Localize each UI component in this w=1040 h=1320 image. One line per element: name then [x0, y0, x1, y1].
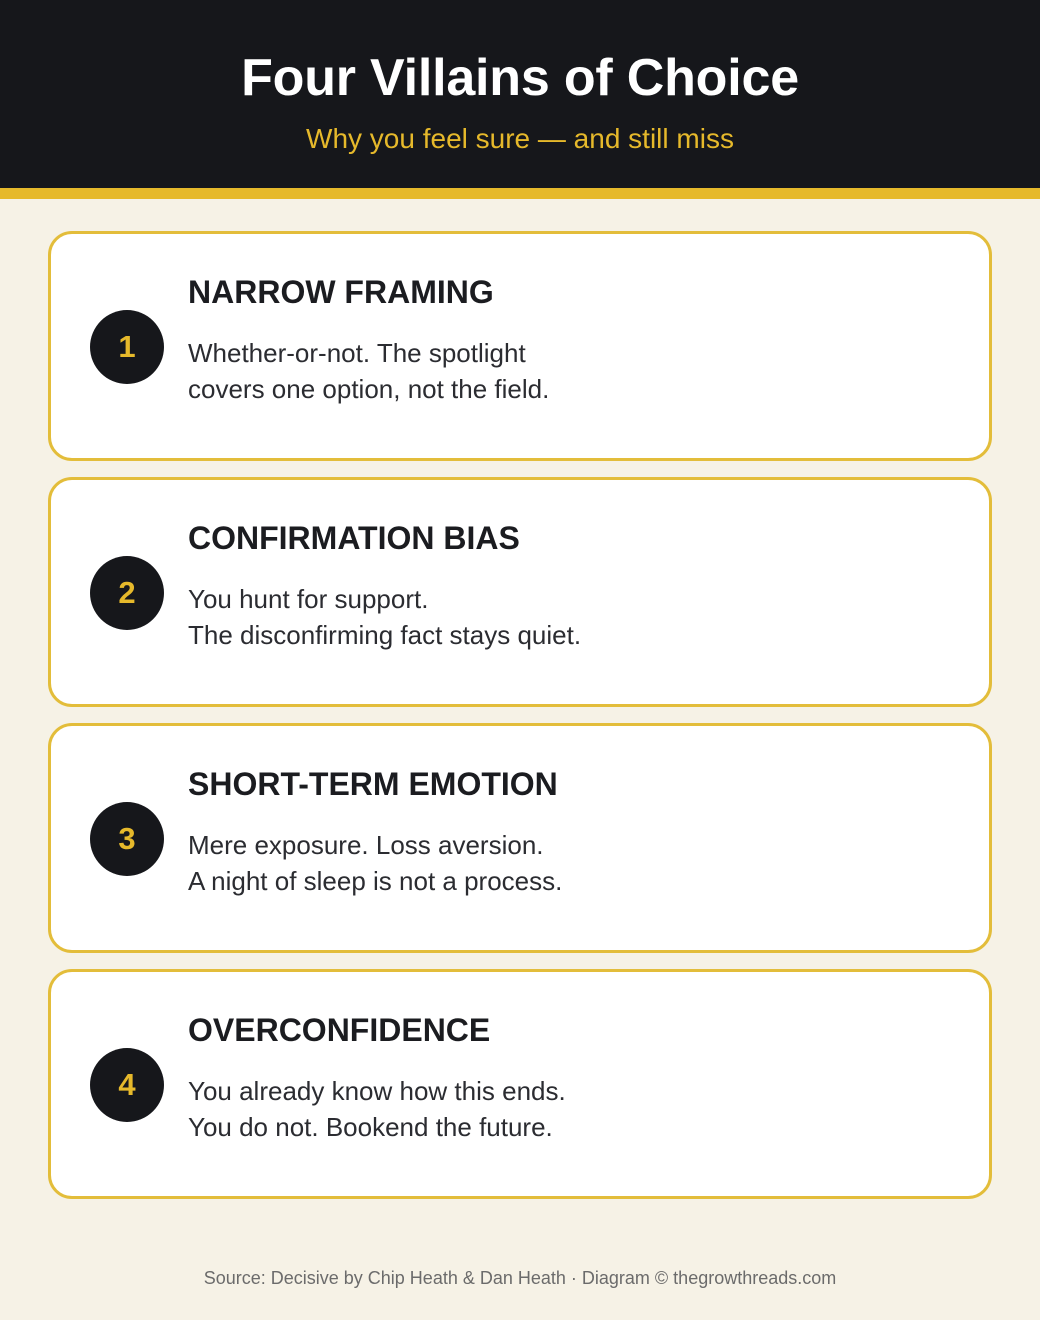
villain-description-line-2: The disconfirming fact stays quiet. — [188, 620, 582, 650]
header-banner — [0, 0, 1040, 188]
villain-description-line-2: A night of sleep is not a process. — [188, 866, 563, 896]
number-badge: 2 — [90, 556, 164, 630]
villain-title: OVERCONFIDENCE — [188, 1012, 491, 1048]
villain-title: CONFIRMATION BIAS — [188, 520, 520, 556]
page-subtitle: Why you feel sure — and still miss — [306, 123, 734, 154]
villain-description-line-1: You already know how this ends. — [188, 1076, 566, 1106]
villain-description-line-2: You do not. Bookend the future. — [188, 1112, 553, 1142]
villain-card-1 — [48, 231, 992, 461]
number-badge: 4 — [90, 1048, 164, 1122]
villain-description-line-1: Mere exposure. Loss aversion. — [188, 830, 544, 860]
villain-card-4 — [48, 969, 992, 1199]
villain-card-2 — [48, 477, 992, 707]
villain-title: SHORT-TERM EMOTION — [188, 766, 558, 802]
number-badge: 3 — [90, 802, 164, 876]
villain-title: NARROW FRAMING — [188, 274, 494, 310]
source-footer: Source: Decisive by Chip Heath & Dan Heath · Diagram © thegrowthreads.com — [203, 1268, 837, 1288]
villain-card-3 — [48, 723, 992, 953]
villain-description-line-1: Whether-or-not. The spotlight — [188, 338, 526, 368]
villain-description-line-1: You hunt for support. — [188, 584, 429, 614]
header-divider — [0, 188, 1040, 199]
number-badge: 1 — [90, 310, 164, 384]
page-title: Four Villains of Choice — [241, 49, 799, 107]
villain-description-line-2: covers one option, not the field. — [188, 374, 550, 404]
